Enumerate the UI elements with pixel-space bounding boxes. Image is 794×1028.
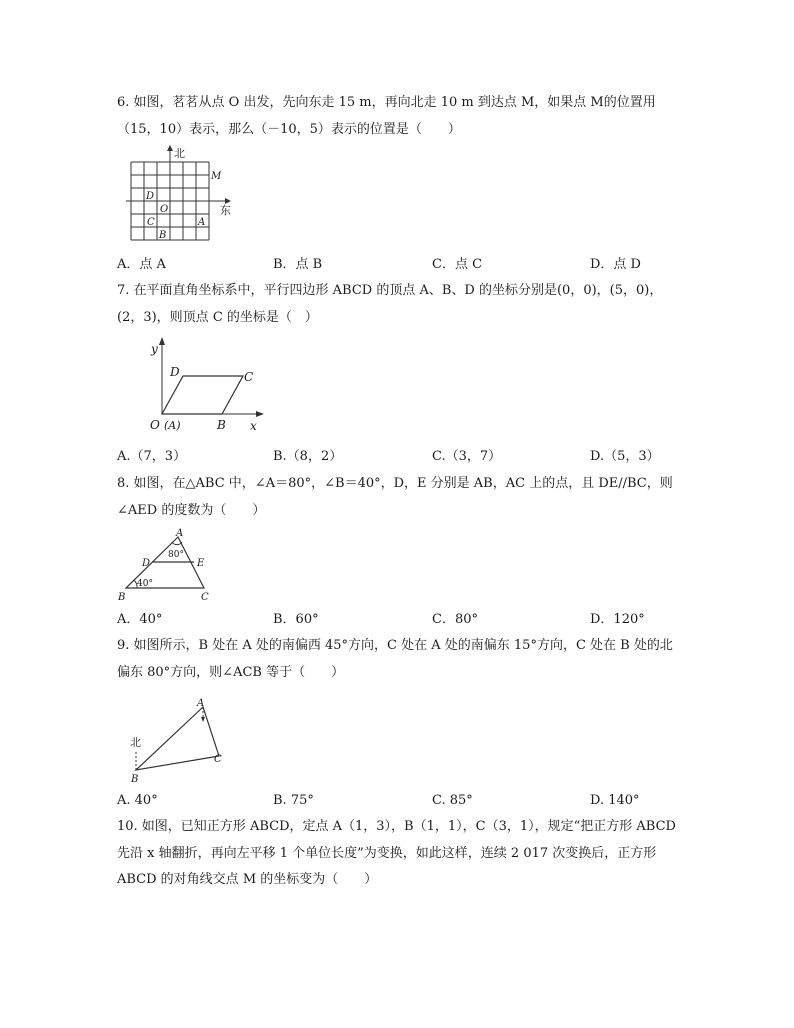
q6-point-b: B bbox=[159, 230, 167, 241]
q8-text-line2: ∠AED 的度数为（ ） bbox=[117, 503, 266, 518]
q10-text-line3: ABCD 的对角线交点 M 的坐标变为（ ） bbox=[117, 872, 378, 887]
q7-option-d[interactable]: D.（5，3） bbox=[590, 449, 660, 464]
q10-text-line1: 10. 如图，已知正方形 ABCD，定点 A（1，3），B（1，1），C（3，1），规定“把正方形 ABCD bbox=[117, 819, 676, 834]
q9-text-line2: 偏东 80°方向，则∠ACB 等于（ ） bbox=[117, 665, 345, 680]
q7-text-line2: (2，3)，则顶点 C 的坐标是（ ） bbox=[117, 310, 318, 325]
q9-option-c[interactable]: C. 85° bbox=[432, 793, 473, 808]
q8-triangle-figure bbox=[112, 528, 222, 604]
q9-text-line1: 9. 如图所示，B 处在 A 处的南偏西 45°方向，C 处在 A 处的南偏东 15°方向，C 处在 B 处的北 bbox=[117, 638, 673, 653]
q8-point-d: D bbox=[142, 558, 151, 569]
q6-east-label: 东 bbox=[220, 204, 231, 217]
q7-point-c: C bbox=[244, 370, 254, 384]
q8-option-a[interactable]: A．40° bbox=[117, 612, 163, 627]
q9-point-b: B bbox=[131, 774, 139, 784]
q8-option-d[interactable]: D．120° bbox=[590, 612, 645, 627]
q7-parallelogram-figure bbox=[140, 334, 275, 438]
q6-north-label: 北 bbox=[174, 147, 185, 160]
q6-grid-figure bbox=[118, 142, 248, 246]
q9-option-d[interactable]: D. 140° bbox=[590, 793, 640, 808]
q8-angle-a-label: 80° bbox=[168, 550, 184, 560]
q9-point-c: C bbox=[214, 754, 222, 765]
q6-point-d: D bbox=[146, 191, 155, 202]
q7-text-line1: 7. 在平面直角坐标系中，平行四边形 ABCD 的顶点 A、B、D 的坐标分别是(0，0)，(5，0)， bbox=[117, 283, 663, 298]
q8-point-b: B bbox=[118, 592, 126, 603]
q7-axis-y-label: y bbox=[151, 342, 158, 356]
q6-text-line2: （15，10）表示，那么（－10，5）表示的位置是（ ） bbox=[117, 122, 461, 137]
q7-point-a: (A) bbox=[164, 419, 181, 432]
q9-option-b[interactable]: B. 75° bbox=[273, 793, 314, 808]
q9-point-a: A bbox=[197, 698, 205, 709]
q8-point-e: E bbox=[197, 558, 205, 569]
q6-option-b[interactable]: B．点 B bbox=[273, 257, 323, 272]
q7-point-b: B bbox=[217, 418, 226, 432]
q8-angle-b-label: 40° bbox=[137, 579, 153, 589]
q8-text-line1: 8. 如图，在△ABC 中，∠A＝80°，∠B＝40°，D，E 分别是 AB，AC 上的点，且 DE//BC，则 bbox=[117, 476, 673, 491]
q6-text-line1: 6. 如图，茗茗从点 O 出发，先向东走 15 m，再向北走 10 m 到达点 M，如果点 M的位置用 bbox=[117, 95, 656, 110]
q6-point-m: M bbox=[211, 171, 222, 182]
q8-point-a: A bbox=[176, 528, 184, 539]
q6-point-a: A bbox=[198, 217, 206, 228]
q7-point-d: D bbox=[170, 365, 180, 379]
q9-option-a[interactable]: A. 40° bbox=[117, 793, 158, 808]
q6-option-d[interactable]: D．点 D bbox=[590, 257, 641, 272]
q7-point-o: O bbox=[150, 418, 160, 432]
q6-option-a[interactable]: A．点 A bbox=[117, 257, 166, 272]
q7-option-a[interactable]: A.（7，3） bbox=[117, 449, 187, 464]
q7-option-b[interactable]: B.（8，2） bbox=[273, 449, 343, 464]
q7-axis-x-label: x bbox=[250, 419, 257, 433]
q7-option-c[interactable]: C.（3，7） bbox=[432, 449, 502, 464]
q6-point-c: C bbox=[147, 217, 155, 228]
q6-point-o: O bbox=[160, 204, 169, 215]
q8-option-c[interactable]: C．80° bbox=[432, 612, 478, 627]
q9-bearing-figure bbox=[122, 692, 234, 784]
q10-text-line2: 先沿 x 轴翻折，再向左平移 1 个单位长度”为变换，如此这样，连续 2 017 次变换后，正方形 bbox=[117, 846, 657, 861]
q8-point-c: C bbox=[201, 592, 209, 603]
q8-option-b[interactable]: B．60° bbox=[273, 612, 319, 627]
q9-north-label: 北 bbox=[130, 736, 141, 749]
q6-option-c[interactable]: C．点 C bbox=[432, 257, 483, 272]
